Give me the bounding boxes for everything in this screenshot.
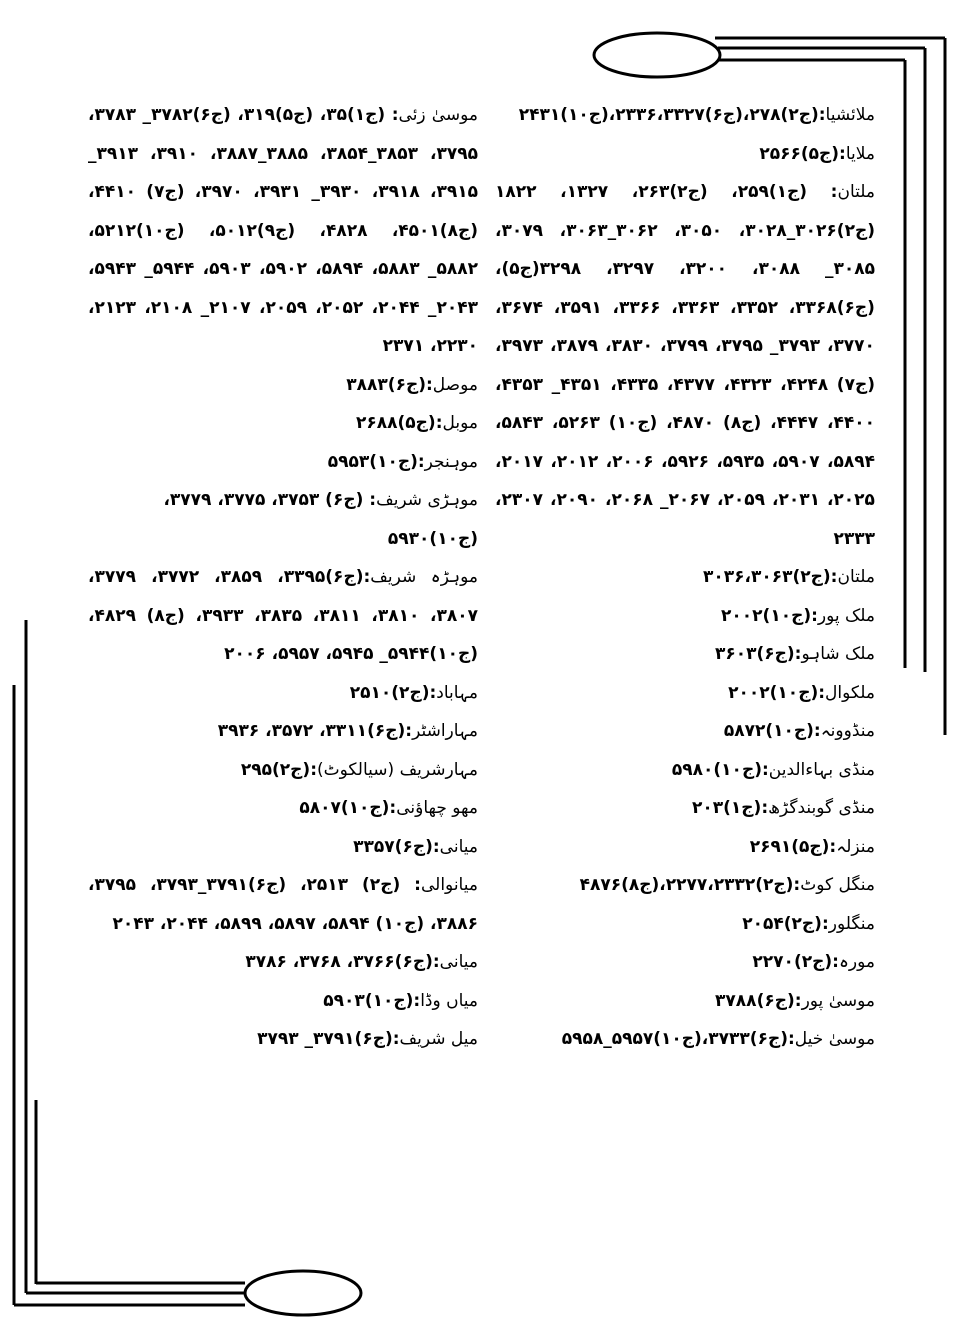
place-name: مہاباد bbox=[436, 682, 478, 703]
index-entry bbox=[88, 943, 478, 982]
page-references: :(ج۲)۲۲۷۰ bbox=[752, 952, 839, 972]
index-entry bbox=[495, 712, 875, 751]
page-references: :(ج۱۰)۲۰۰۲ bbox=[721, 605, 818, 626]
index-entry bbox=[495, 905, 875, 944]
page-references: :(ج۶)۳۸۸۳ bbox=[346, 374, 433, 395]
index-entry bbox=[88, 481, 478, 558]
place-name: ملک پور bbox=[817, 605, 875, 626]
index-entry bbox=[495, 674, 875, 713]
page-references: :(ج۶)۳۷۶۶، ۳۷۶۸، ۳۷۸۶ bbox=[245, 952, 440, 972]
page-references: :(ج۱۰)۵۸۰۷ bbox=[299, 798, 397, 818]
place-name: موہنجر bbox=[424, 451, 478, 472]
page-references: :(ج۲)۳۰۳۶،۳۰۶۳ bbox=[703, 567, 838, 587]
index-entry bbox=[88, 96, 478, 366]
page-references: :(ج۱)۲۰۳ bbox=[691, 798, 769, 818]
index-column-left bbox=[88, 96, 478, 1059]
index-entry bbox=[495, 135, 875, 174]
place-name: ملک شاہو bbox=[801, 644, 875, 664]
page-references: :(ج۱۰)۵۸۷۲ bbox=[723, 721, 821, 741]
page-references: :(ج۵)۲۶۸۸ bbox=[355, 413, 443, 433]
page-references: :(ج۶)۳۳۱۱، ۳۵۷۲، ۳۹۳۶ bbox=[217, 721, 413, 741]
bottom-oval-ornament bbox=[245, 1271, 361, 1315]
index-entry bbox=[495, 1020, 875, 1059]
page-references: :(ج۱۰)۵۹۵۳ bbox=[327, 451, 425, 472]
page-references: :(ج۲)۲۰۵۴ bbox=[742, 913, 829, 934]
place-name: میاں وڈا bbox=[420, 990, 478, 1011]
place-name: ملتان bbox=[837, 182, 875, 202]
index-entry bbox=[495, 597, 875, 636]
page-references: :(ج۶)۳۷۸۸ bbox=[715, 990, 802, 1011]
page-references: :(ج۵)۲۵۶۶ bbox=[759, 143, 846, 164]
place-name: میانی bbox=[439, 952, 478, 972]
index-entry bbox=[495, 866, 875, 905]
place-name: موسیٰ خیل bbox=[794, 1029, 875, 1049]
page-references: :(ج۲)۲۲۷۷،۲۳۳۲،(ج۸)۴۸۷۶ bbox=[579, 875, 801, 895]
page-references: :(ج۱۰)۵۹۰۳ bbox=[323, 990, 421, 1011]
place-name: منڈی بہاءالدین bbox=[768, 759, 875, 780]
place-name: منگل کوٹ bbox=[800, 875, 875, 895]
page-references: :(ج۵)۲۶۹۱ bbox=[749, 836, 837, 857]
place-name: ملائشیا bbox=[825, 105, 875, 125]
index-entry bbox=[88, 828, 478, 867]
index-entry bbox=[88, 366, 478, 405]
top-oval-ornament bbox=[594, 33, 720, 77]
index-entry bbox=[495, 789, 875, 828]
place-name: موہڑی شریف bbox=[376, 490, 478, 510]
index-entry bbox=[495, 173, 875, 558]
page-references: :(ج۶)۳۳۹۵، ۳۸۵۹، ۳۷۷۲، ۳۷۷۹، ۳۸۰۷، ۳۸۱۰، ۳۸۱۱، ۳۸۳۵، ۳۹۳۳، (ج۸) ۴۸۲۹، (ج۱۰)۵۹۴۴_ ۵۹۴۵، ۵۹۵۷، ۲۰۰۶ bbox=[88, 567, 478, 664]
place-name: مہارشریف (سیالکوٹ) bbox=[317, 759, 478, 780]
page-references: :(ج۶)۳۳۵۷ bbox=[353, 836, 440, 857]
place-name: موہڑہ شریف bbox=[370, 567, 478, 587]
index-column-right bbox=[495, 96, 875, 1059]
page-references: : (ج۱)۲۵۹، (ج۲)۲۶۳، ۱۳۲۷، ۱۸۲۲ (ج۲)۳۰۲۶_۳۰۲۸، ۳۰۵۰، ۳۰۶۲_۳۰۶۳، ۳۰۷۹، ۳۰۸۵_ ۳۰۸۸، ۳۲۰۰، ۳۲۹۷، ۳۲۹۸(ج۵)، (ج۶)۳۳۶۸، ۳۳۵۲، ۳۳۶۳، ۳۳۶۶، ۳۵۹۱، ۳۶۷۴، ۳۷۷۰، ۳۷۹۳_ ۳۷۹۵، ۳۷۹۹، ۳۸۳۰، ۳۸۷۹، ۳۹۷۳، (ج۷) ۴۲۴۸، ۴۳۲۳، ۴۳۷۷، ۴۳۳۵، ۴۳۵۱_ ۴۳۵۳، ۴۴۰۰، ۴۴۴۷، (ج۸) ۴۸۷۰، (ج۱۰) ۵۲۶۳، ۵۸۴۳، ۵۸۹۴، ۵۹۰۷، ۵۹۳۵، ۵۹۲۶، ۲۰۰۶، ۲۰۱۲، ۲۰۱۷، ۲۰۲۵، ۲۰۳۱، ۲۰۵۹، ۲۰۶۷_ ۲۰۶۸، ۲۰۹۰، ۲۳۰۷، ۲۳۳۳ bbox=[495, 182, 875, 549]
page-references: :(ج۱۰)۲۰۰۲ bbox=[728, 682, 826, 703]
page-references: :(ج۱۰)۵۹۸۰ bbox=[671, 759, 769, 780]
page-references: : (ج۶) ۳۷۵۳، ۳۷۷۵، ۳۷۷۹، (ج۱۰)۵۹۳۰ bbox=[163, 490, 478, 549]
index-entry bbox=[495, 558, 875, 597]
place-name: ملکوال bbox=[825, 682, 875, 703]
index-entry bbox=[88, 712, 478, 751]
place-name: میانی bbox=[439, 836, 478, 857]
index-entry bbox=[495, 635, 875, 674]
page-references: :(ج۲)۲۹۵ bbox=[240, 759, 317, 780]
place-name: میل شریف bbox=[399, 1029, 478, 1049]
page-references: : (ج۲) ۲۵۱۳، (ج۶)۳۷۹۱_۳۷۹۳، ۳۷۹۵، ۳۸۸۶، (ج۱۰) ۵۸۹۴، ۵۸۹۷، ۵۸۹۹، ۲۰۴۴، ۲۰۴۳ bbox=[88, 875, 478, 934]
index-entry bbox=[88, 404, 478, 443]
place-name: موسیٰ زئی bbox=[398, 105, 479, 125]
place-name: ملایا bbox=[845, 143, 875, 164]
index-entry bbox=[88, 982, 478, 1021]
page-references: :(ج۶)۳۷۳۳،(ج۱۰)۵۹۵۷_۵۹۵۸ bbox=[561, 1029, 795, 1049]
index-entry bbox=[88, 789, 478, 828]
page-references: :(ج۶)۳۷۹۱_ ۳۷۹۳ bbox=[257, 1029, 400, 1049]
index-entry bbox=[88, 866, 478, 943]
place-name: میانوالی bbox=[420, 875, 478, 895]
place-name: مھو چھاؤنی bbox=[396, 798, 478, 818]
index-entry bbox=[495, 751, 875, 790]
place-name: ملتان bbox=[837, 567, 875, 587]
index-entry bbox=[495, 943, 875, 982]
index-entry bbox=[88, 1020, 478, 1059]
place-name: منڈی گوبندگڑھ bbox=[768, 798, 875, 818]
place-name: موسیٰ پور bbox=[801, 990, 875, 1011]
page-references: : (ج۱)۳۵، (ج۵)۳۱۹، (ج۶)۳۷۸۲_ ۳۷۸۳، ۳۷۹۵، ۳۸۵۳_۳۸۵۴، ۳۸۸۵_۳۸۸۷، ۳۹۱۰، ۳۹۱۳_ ۳۹۱۵، ۳۹۱۸، ۳۹۳۰_ ۳۹۳۱، ۳۹۷۰، (ج۷) ۴۴۱۰، (ج۸)۴۵۰۱، ۴۸۲۸، (ج۹)۵۰۱۲، (ج۱۰)۵۲۱۲، ۵۸۸۲_ ۵۸۸۳، ۵۸۹۴، ۵۹۰۲، ۵۹۰۳، ۵۹۴۴_ ۵۹۴۳، ۲۰۴۳_ ۲۰۴۴، ۲۰۵۲، ۲۰۵۹، ۲۱۰۷_ ۲۱۰۸، ۲۱۲۳، ۲۲۳۰، ۲۳۷۱ bbox=[88, 105, 478, 356]
index-entry bbox=[88, 443, 478, 482]
page-references: :(ج۲)۲۵۱۰ bbox=[349, 682, 437, 703]
page-references: :(ج۲)۲۷۸،(ج۶)۲۳۳۶،۳۳۲۷،(ج۱۰)۲۴۳۱ bbox=[518, 105, 826, 125]
page-references: :(ج۶)۳۶۰۳ bbox=[714, 644, 802, 664]
index-entry bbox=[88, 558, 478, 674]
place-name: مورہ bbox=[838, 952, 875, 972]
index-entry bbox=[495, 828, 875, 867]
place-name: منزلہ bbox=[836, 836, 875, 857]
place-name: منڈوونہ bbox=[820, 721, 875, 741]
index-entry bbox=[495, 982, 875, 1021]
place-name: موصل bbox=[432, 374, 478, 395]
place-name: موبل bbox=[442, 413, 478, 433]
index-entry bbox=[495, 96, 875, 135]
place-name: منگلور bbox=[828, 913, 875, 934]
index-entry bbox=[88, 674, 478, 713]
place-name: مہاراشٹر bbox=[412, 721, 478, 741]
index-entry bbox=[88, 751, 478, 790]
